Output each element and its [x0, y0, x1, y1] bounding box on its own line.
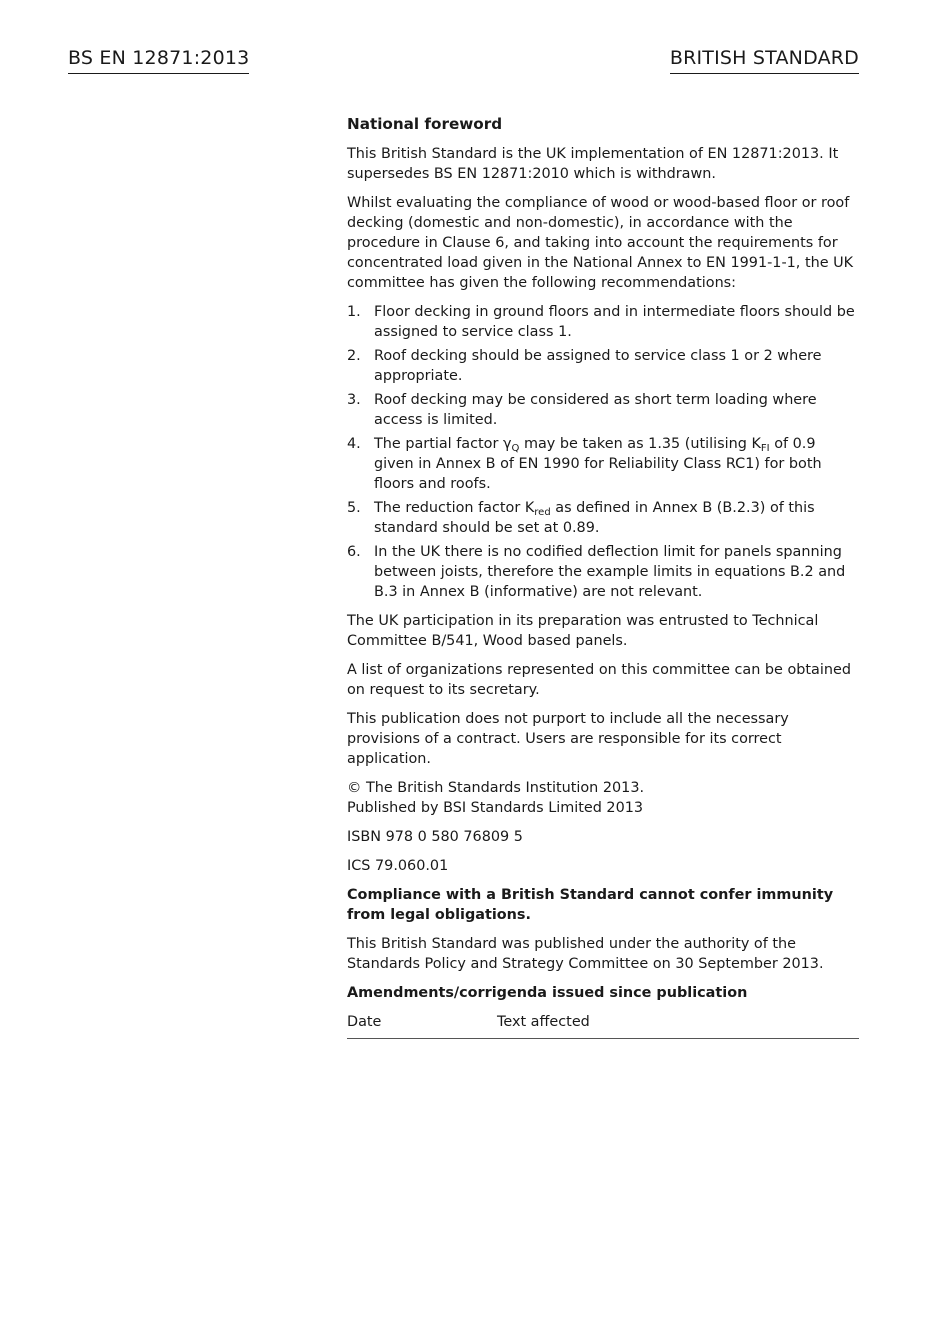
foreword-title: National foreword: [347, 115, 503, 133]
participation-paragraph: The UK participation in its preparation was entrusted to Technical Committee B/541, Wood based panels.: [347, 613, 819, 649]
authority-paragraph: This British Standard was published under the authority of the Standards Policy and Strategy Committee on 30 September 2013.: [347, 936, 824, 972]
list-item: 5. The reduction factor $K_{red}$ as defined in Annex B (B.2.3) of this standard should be set at 0.89.: [347, 500, 815, 536]
evaluation-paragraph: Whilst evaluating the compliance of wood or wood-based floor or roof decking (domestic and non-domestic), in accordance with the procedure in Clause 6, and taking into account the requirements for concentrated load given in the National Annex to EN 1991-1-1, the UK committee has given the following recommendations:: [347, 195, 854, 291]
committee-list-paragraph: A list of organizations represented on this committee can be obtained on request to its secretary.: [347, 662, 851, 698]
disclaimer-paragraph: This publication does not purport to include all the necessary provisions of a contract. Users are responsible for its correct application.: [347, 711, 789, 767]
compliance-notice: Compliance with a British Standard cannot confer immunity from legal obligations.: [347, 887, 834, 923]
list-item: 3. Roof decking may be considered as short term loading where access is limited.: [347, 392, 817, 428]
national-foreword: [347, 113, 859, 1039]
list-item: 6. In the UK there is no codified deflection limit for panels spanning between joists, therefore the example limits in equations B.2 and B.3 in Annex B (informative) are not relevant.: [347, 544, 846, 600]
recommendations-list: [347, 302, 859, 602]
list-item: 2. Roof decking should be assigned to service class 1 or 2 where appropriate.: [347, 348, 822, 384]
ics-code: ICS 79.060.01: [347, 858, 449, 874]
standard-series-label: BRITISH STANDARD: [670, 46, 859, 74]
amendments-date-column: Date: [347, 1014, 382, 1030]
amendments-table-header: [347, 1012, 859, 1039]
amendments-text-column: Text affected: [497, 1014, 590, 1030]
amendments-title: Amendments/corrigenda issued since publication: [347, 985, 748, 1001]
copyright-block: © The British Standards Institution 2013. Published by BSI Standards Limited 2013: [347, 780, 645, 816]
isbn: ISBN 978 0 580 76809 5: [347, 829, 523, 845]
list-item: 1. Floor decking in ground floors and in intermediate floors should be assigned to service class 1.: [347, 304, 855, 340]
list-item: 4. The partial factor $\gamma_Q$ may be taken as 1.35 (utilising $K_{FI}$ of 0.9 given in Annex B of EN 1990 for Reliability Class RC1) for both floors and roofs.: [347, 436, 822, 492]
document-id: BS EN 12871:2013: [68, 46, 249, 74]
implementation-paragraph: This British Standard is the UK implementation of EN 12871:2013. It supersedes BS EN 12871:2010 which is withdrawn.: [347, 146, 839, 182]
